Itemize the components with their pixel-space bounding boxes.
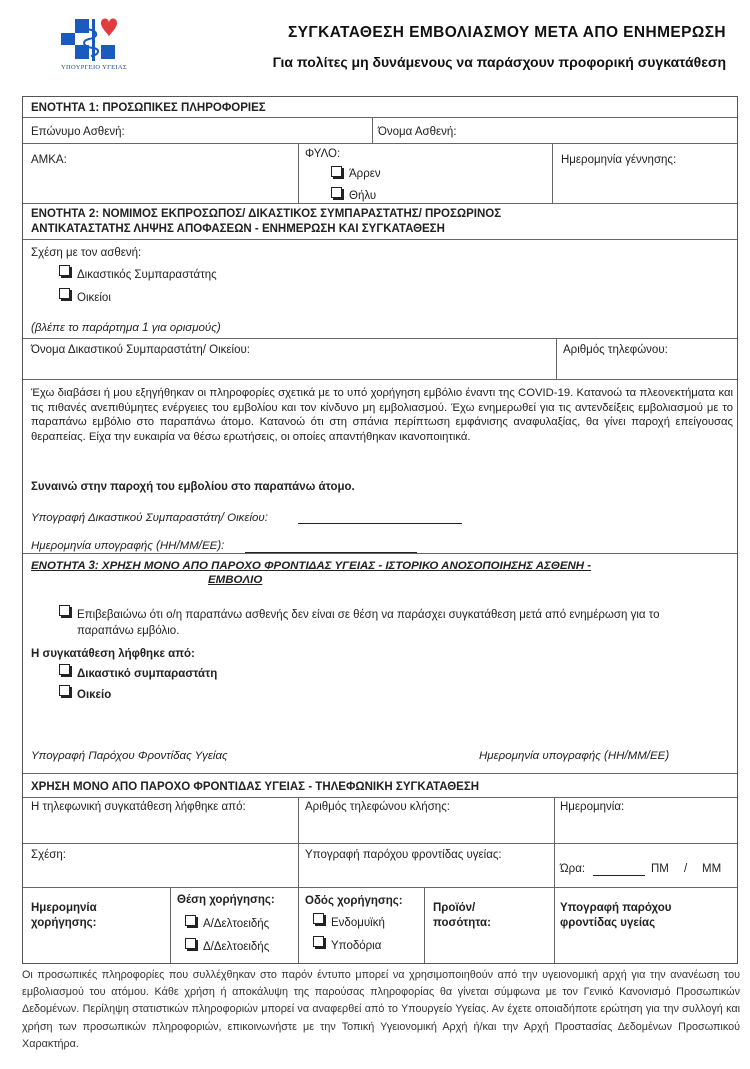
- male-checkbox[interactable]: [331, 166, 342, 177]
- rule: [23, 797, 737, 798]
- rule: [554, 887, 555, 963]
- section-3-heading: ΕΝΟΤΗΤΑ 3: ΧΡΗΣΗ ΜΟΝΟ ΑΠΟ ΠΑΡΟΧΟ ΦΡΟΝΤΙΔΑΣ ΥΓΕΙΑΣ - ΙΣΤΟΡΙΚΟ ΑΝΟΣΟΠΟΙΗΣΗΣ ΑΣΘΕΝΗ -: [31, 560, 592, 572]
- rule: [23, 773, 737, 774]
- am-label: ΠΜ: [651, 863, 669, 875]
- relation-field-label: Σχέση:: [31, 849, 66, 861]
- date-of-birth-label: Ημερομηνία γέννησης:: [561, 154, 677, 166]
- phone-consent-from-label: Η τηλεφωνική συγκατάθεση λήφθηκε από:: [31, 801, 246, 813]
- intramuscular-label: Ενδομυϊκή: [331, 917, 385, 929]
- rule: [23, 143, 737, 144]
- form-subtitle: Για πολίτες μη δυνάμενους να παράσχουν προφορική συγκατάθεση: [272, 54, 726, 70]
- section-2-heading-line2: ΑΝΤΙΚΑΤΑΣΤΑΤΗΣ ΛΗΨΗΣ ΑΠΟΦΑΣΕΩΝ - ΕΝΗΜΕΡΩΣΗ ΚΑΙ ΣΥΓΚΑΤΑΘΕΣΗ: [31, 223, 445, 235]
- rule: [23, 379, 737, 380]
- female-label: Θήλυ: [349, 190, 377, 202]
- relative-checkbox[interactable]: [59, 685, 70, 696]
- privacy-footer: Οι προσωπικές πληροφορίες που συλλέχθηκαν στο παρόν έντυπο μπορεί να χρησιμοποιηθούν από την υγειονομική αρχή για την ανανέωση του εμβολιασμού του ατόμου. Κάθε χρήση ή αποκάλυψη της παρούσας πληροφορίας θα γίνεται σύμφωνα με τον Γενικό Κανονισμό Προσωπικών Δεδομένων. Περίληψη στατιστικών πληροφοριών μπορεί να αναφερθεί από το Υπουργείο Υγείας. Αν έχετε οποιαδήποτε ερώτηση για την συλλογή και χρήση των προσωπικών πληροφοριών, επικοινωνήστε με την Τοπική Υγειονομική Αρχή ή/και την Αρχή Προστασίας Δεδομένων Προσωπικού Χαρακτήρα.: [22, 969, 740, 1050]
- time-input-line[interactable]: [593, 875, 645, 876]
- subcutaneous-checkbox[interactable]: [313, 936, 324, 947]
- provider-signature-label: Υπογραφή Παρόχου Φροντίδας Υγείας: [31, 750, 228, 762]
- unable-to-consent-text-line2: παραπάνω εμβόλιο.: [77, 625, 180, 637]
- provider-signature-date-label: Ημερομηνία υπογραφής (ΗΗ/ΜΜ/ΕΕ): [479, 750, 670, 762]
- subcutaneous-label: Υποδόρια: [331, 940, 382, 952]
- unable-to-consent-text: Επιβεβαιώνω ότι ο/η παραπάνω ασθενής δεν είναι σε θέση να παράσχει συγκατάθεση μετά από ενημέρωση για το: [77, 609, 660, 621]
- logo-caption: ΥΠΟΥΡΓΕΙΟ ΥΓΕΙΑΣ: [61, 64, 127, 71]
- consent-statement: Έχω διαβάσει ή μου εξηγήθηκαν οι πληροφορίες σχετικά με το υπό χορήγηση εμβόλιο έναντι της COVID-19. Κατανοώ τα πλεονεκτήματα και τις πιθανές ανεπιθύμητες ενέργειες του εμβολίου και τον κίνδυνο μη εμβολιασμού. Έχω ενημερωθεί για τις αντενδείξεις εμβολιασμού με το παραπάνω εμβόλιο στο παραπάνω άτομο. Κατανοώ ότι στη σπάνια περίπτωση εμφάνισης αναφυλαξίας, θα γίνει παροχή επείγουσας θεραπείας. Είχα την ευκαιρία να θέσω ερωτήσεις, οι οποίες απαντήθηκαν ικανοποιητικά.: [31, 387, 733, 443]
- admin-date-label-line2: χορήγησης:: [31, 917, 97, 929]
- provider-signature-field-label: Υπογραφή παρόχου φροντίδας υγείας:: [305, 849, 502, 861]
- time-label: Ώρα:: [560, 863, 586, 875]
- rule: [23, 887, 737, 888]
- annex-note: (βλέπε το παράρτημα 1 για ορισμούς): [31, 322, 221, 334]
- rule: [23, 203, 737, 204]
- sex-label: ΦΥΛΟ:: [305, 148, 341, 160]
- male-label: Άρρεν: [349, 168, 381, 180]
- product-label-line2: ποσότητα:: [433, 917, 491, 929]
- admin-route-label: Οδός χορήγησης:: [305, 895, 403, 907]
- right-deltoid-label: Α/Δελτοειδής: [203, 918, 270, 930]
- rule: [23, 553, 737, 554]
- court-guardian-checkbox[interactable]: [59, 664, 70, 675]
- form-title: ΣΥΓΚΑΤΑΘΕΣΗ ΕΜΒΟΛΙΑΣΜΟΥ ΜΕΤΑ ΑΠΟ ΕΝΗΜΕΡΩΣΗ: [287, 24, 726, 41]
- admin-site-label: Θέση χορήγησης:: [177, 894, 275, 906]
- section-2-heading: ΕΝΟΤΗΤΑ 2: ΝΟΜΙΜΟΣ ΕΚΠΡΟΣΩΠΟΣ/ ΔΙΚΑΣΤΙΚΟΣ ΣΥΜΠΑΡΑΣΤΑΤΗΣ/ ΠΡΟΣΩΡΙΝΟΣ: [31, 208, 502, 220]
- guardian-option-label: Δικαστικός Συμπαραστάτης: [77, 269, 217, 281]
- admin-date-label: Ημερομηνία: [31, 902, 97, 914]
- provider-sign-label: Υπογραφή παρόχου: [560, 902, 672, 914]
- product-label: Προϊόν/: [433, 902, 476, 914]
- rule: [556, 338, 557, 379]
- intramuscular-checkbox[interactable]: [313, 913, 324, 924]
- rule: [23, 239, 737, 240]
- left-deltoid-label: Δ/Δελτοειδής: [203, 941, 270, 953]
- date-label: Ημερομηνία:: [560, 801, 625, 813]
- guardian-signature-line[interactable]: [298, 523, 462, 524]
- rule: [552, 143, 553, 203]
- section-1-heading: ΕΝΟΤΗΤΑ 1: ΠΡΟΣΩΠΙΚΕΣ ΠΛΗΡΟΦΟΡΙΕΣ: [31, 102, 266, 114]
- rule: [424, 887, 425, 963]
- guardian-name-label: Όνομα Δικαστικού Συμπαραστάτη/ Οικείου:: [31, 344, 250, 356]
- provider-sign-label-line2: φροντίδας υγείας: [560, 917, 656, 929]
- left-deltoid-checkbox[interactable]: [185, 938, 196, 949]
- rule: [170, 887, 171, 963]
- rule: [298, 797, 299, 887]
- rule: [298, 143, 299, 203]
- patient-name-label: Όνομα Ασθενή:: [378, 126, 457, 138]
- patient-surname-label: Επώνυμο Ασθενή:: [31, 126, 125, 138]
- rule: [372, 117, 373, 143]
- rule: [298, 887, 299, 963]
- rule: [23, 338, 737, 339]
- female-checkbox[interactable]: [331, 187, 342, 198]
- relatives-checkbox[interactable]: [59, 288, 70, 299]
- form-table: [22, 96, 738, 964]
- call-number-label: Αριθμός τηλεφώνου κλήσης:: [305, 801, 450, 813]
- signature-date-label: Ημερομηνία υπογραφής (ΗΗ/ΜΜ/ΕΕ):: [31, 540, 225, 552]
- section-4-heading: ΧΡΗΣΗ ΜΟΝΟ ΑΠΟ ΠΑΡΟΧΟ ΦΡΟΝΤΙΔΑΣ ΥΓΕΙΑΣ - ΤΗΛΕΦΩΝΙΚΗ ΣΥΓΚΑΤΑΘΕΣΗ: [31, 781, 480, 793]
- rule: [23, 117, 737, 118]
- phone-number-label: Αριθμός τηλεφώνου:: [563, 344, 668, 356]
- section-3-heading-line2: ΕΜΒΟΛΙΟ: [208, 574, 263, 586]
- time-separator: /: [684, 863, 688, 875]
- relation-label: Σχέση με τον ασθενή:: [31, 247, 142, 259]
- pm-label: ΜΜ: [702, 863, 722, 875]
- relative-label: Οικείο: [77, 689, 112, 701]
- court-guardian-label: Δικαστικό συμπαραστάτη: [77, 668, 218, 680]
- consent-received-from-label: Η συγκατάθεση λήφθηκε από:: [31, 648, 195, 660]
- guardian-signature-label: Υπογραφή Δικαστικού Συμπαραστάτη/ Οικείου:: [31, 512, 268, 524]
- guardian-checkbox[interactable]: [59, 265, 70, 276]
- signature-date-line[interactable]: [245, 552, 417, 553]
- rule: [23, 843, 737, 844]
- consent-declaration: Συναινώ στην παροχή του εμβολίου στο παραπάνω άτομο.: [31, 481, 355, 493]
- rule: [554, 797, 555, 887]
- unable-to-consent-checkbox[interactable]: [59, 605, 70, 616]
- relatives-option-label: Οικείοι: [77, 292, 111, 304]
- amka-label: ΑΜΚΑ:: [31, 154, 67, 166]
- right-deltoid-checkbox[interactable]: [185, 915, 196, 926]
